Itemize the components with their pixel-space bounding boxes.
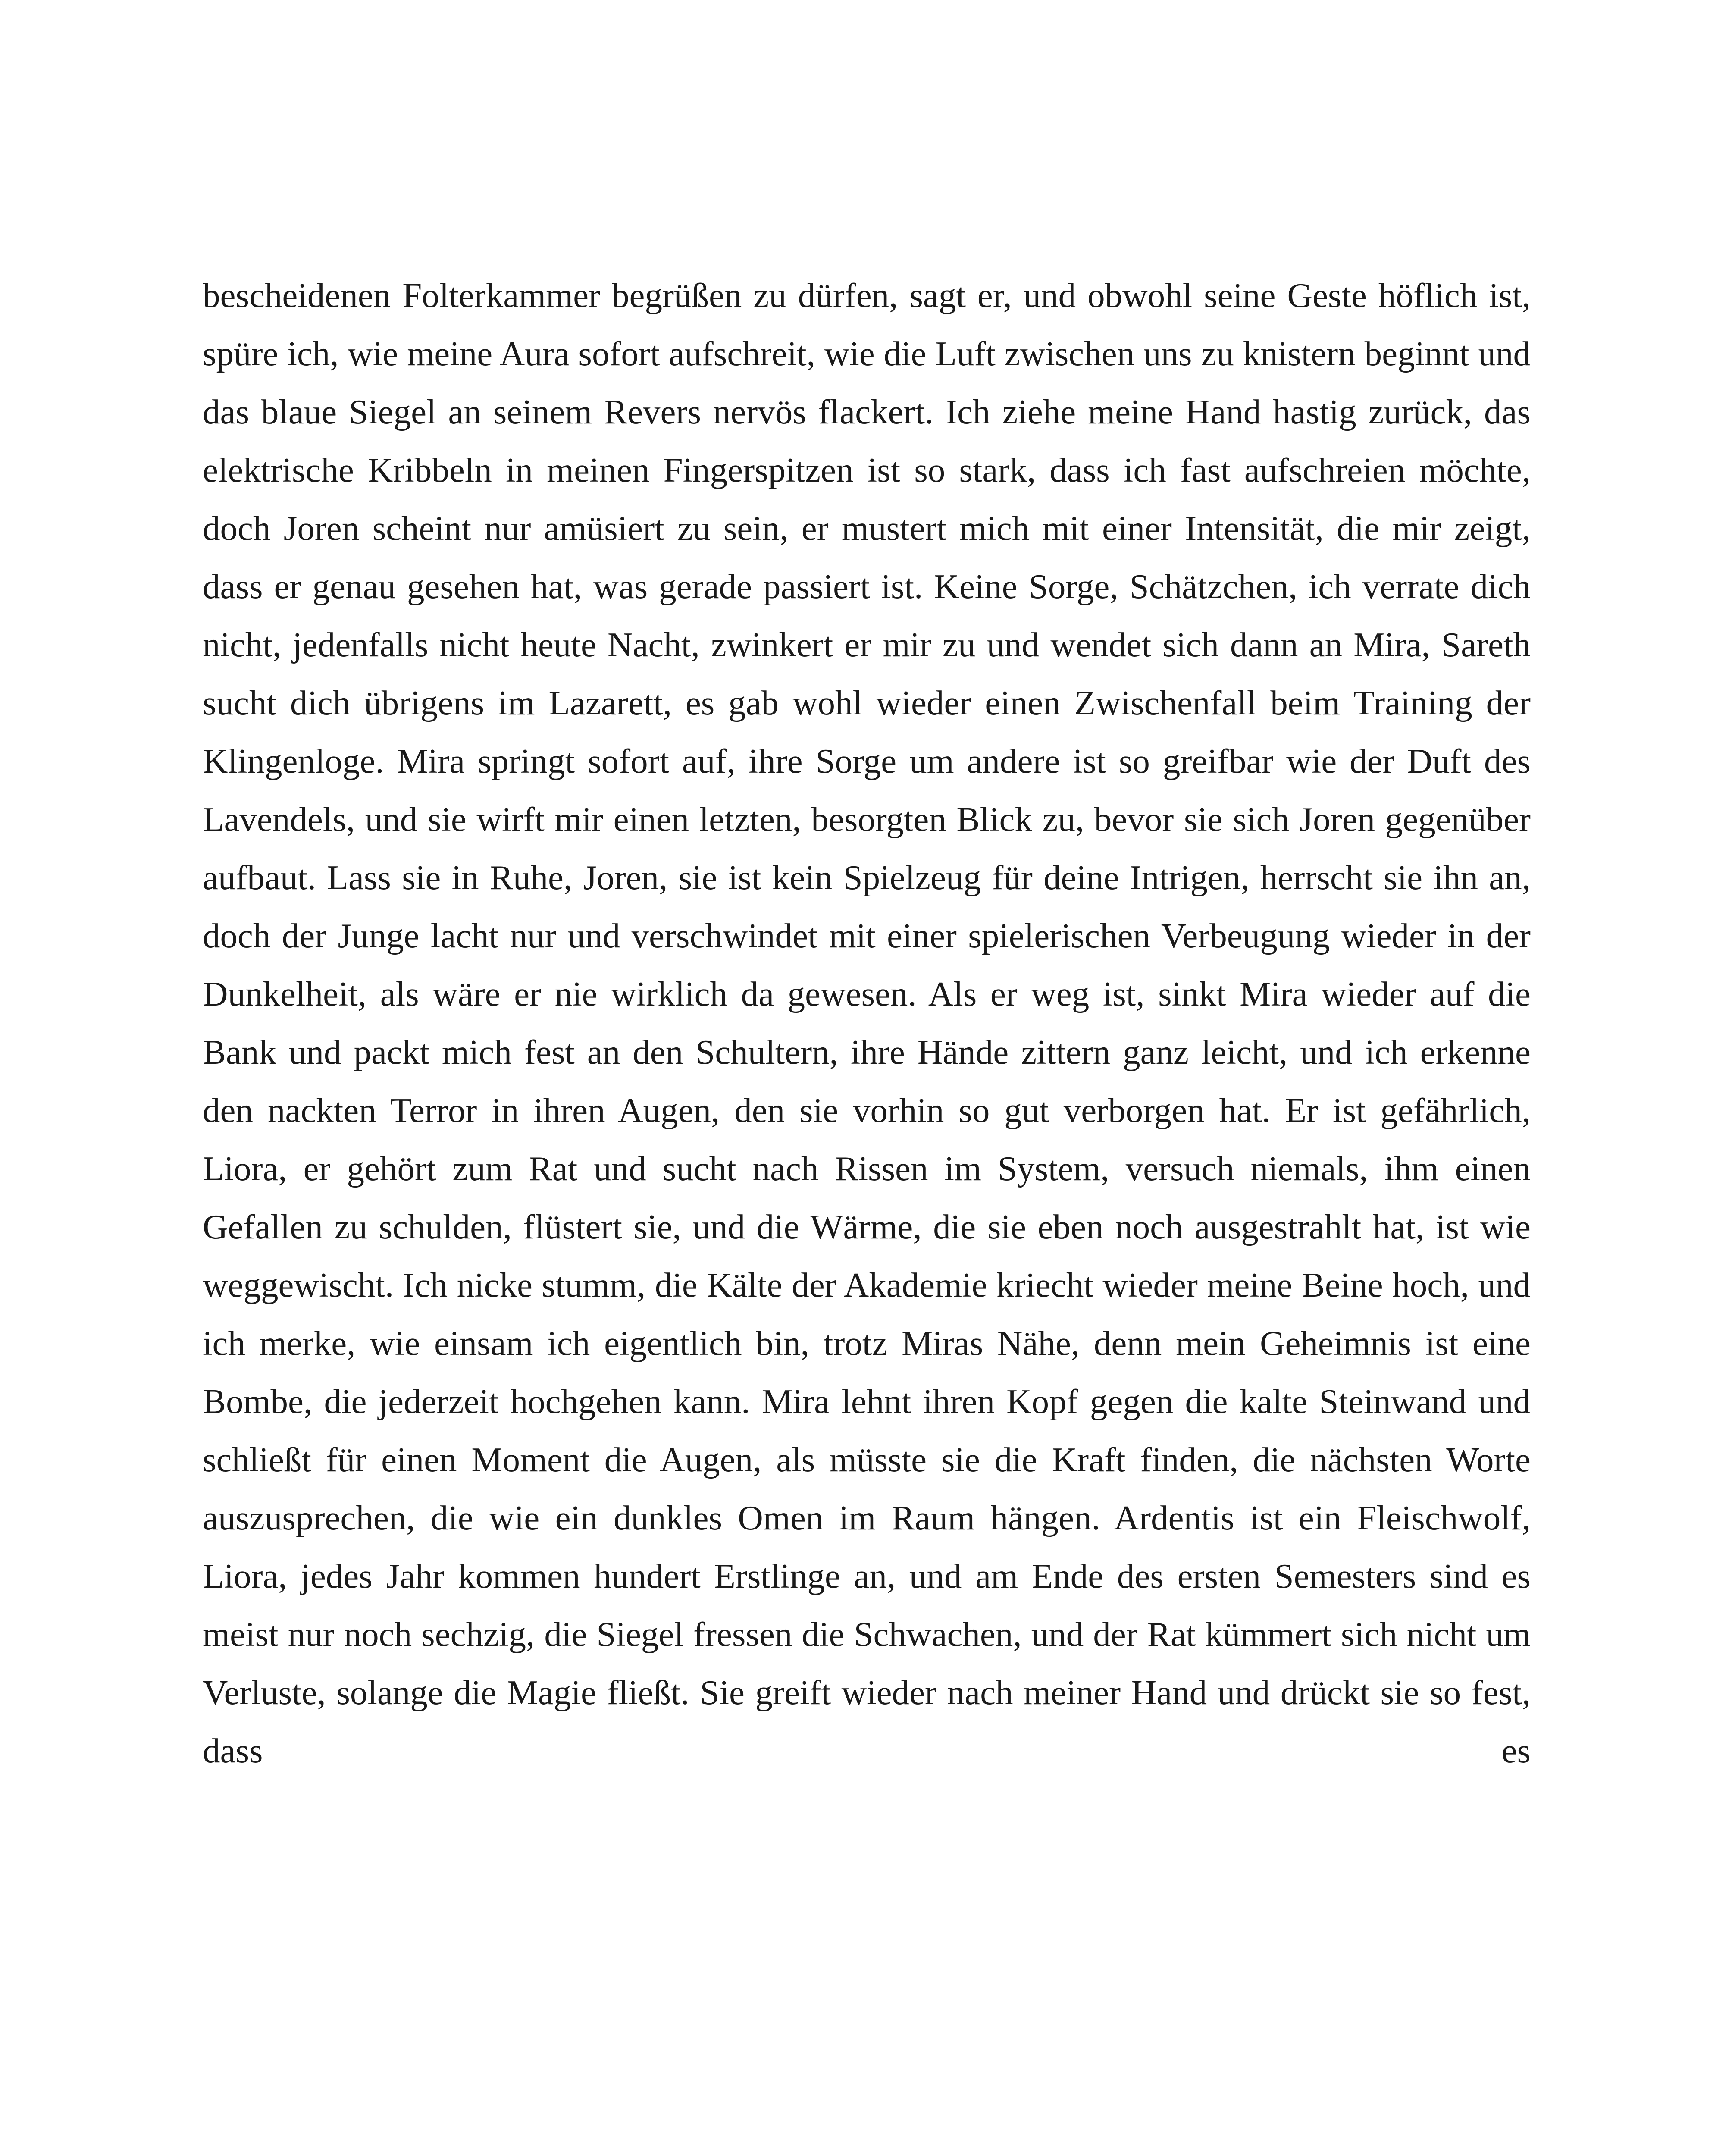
body-paragraph: bescheidenen Folterkammer begrüßen zu dürfen, sagt er, und obwohl seine Geste höflich ist, spüre ich, wie meine Aura sofort aufschreit, wie die Luft zwischen uns zu knistern beginnt und das blaue Siegel an seinem Revers nervös flackert. Ich ziehe meine Hand hastig zurück, das elektrische Kribbeln in meinen Fingerspitzen ist so stark, dass ich fast aufschreien möchte, doch Joren scheint nur amüsiert zu sein, er mustert mich mit einer Intensität, die mir zeigt, dass er genau gesehen hat, was gerade passiert ist. Keine Sorge, Schätzchen, ich verrate dich nicht, jedenfalls nicht heute Nacht, zwinkert er mir zu und wendet sich dann an Mira, Sareth sucht dich übrigens im Lazarett, es gab wohl wieder einen Zwischenfall beim Training der Klingenloge. Mira springt sofort auf, ihre Sorge um andere ist so greifbar wie der Duft des Lavendels, und sie wirft mir einen letzten, besorgten Blick zu, bevor sie sich Joren gegenüber aufbaut. Lass sie in Ruhe, Joren, sie ist kein Spielzeug für deine Intrigen, herrscht sie ihn an, doch der Junge lacht nur und verschwindet mit einer spielerischen Verbeugung wieder in der Dunkelheit, als wäre er nie wirklich da gewesen. Als er weg ist, sinkt Mira wieder auf die Bank und packt mich fest an den Schultern, ihre Hände zittern ganz leicht, und ich erkenne den nackten Terror in ihren Augen, den sie vorhin so gut verborgen hat. Er ist gefährlich, Liora, er gehört zum Rat und sucht nach Rissen im System, versuch niemals, ihm einen Gefallen zu schulden, flüstert sie, und die Wärme, die sie eben noch ausgestrahlt hat, ist wie weggewischt. Ich nicke stumm, die Kälte der Akademie kriecht wieder meine Beine hoch, und ich merke, wie einsam ich eigentlich bin, trotz Miras Nähe, denn mein Geheimnis ist eine Bombe, die jederzeit hochgehen kann. Mira lehnt ihren Kopf gegen die kalte Steinwand und schließt für einen Moment die Augen, als müsste sie die Kraft finden, die nächsten Worte auszusprechen, die wie ein dunkles Omen im Raum hängen. Ardentis ist ein Fleischwolf, Liora, jedes Jahr kommen hundert Erstlinge an, und am Ende des ersten Semesters sind es meist nur noch sechzig, die Siegel fressen die Schwachen, und der Rat kümmert sich nicht um Verluste, solange die Magie fließt. Sie greift wieder nach meiner Hand und drückt sie so fest, dass es	[203, 276, 1531, 1770]
